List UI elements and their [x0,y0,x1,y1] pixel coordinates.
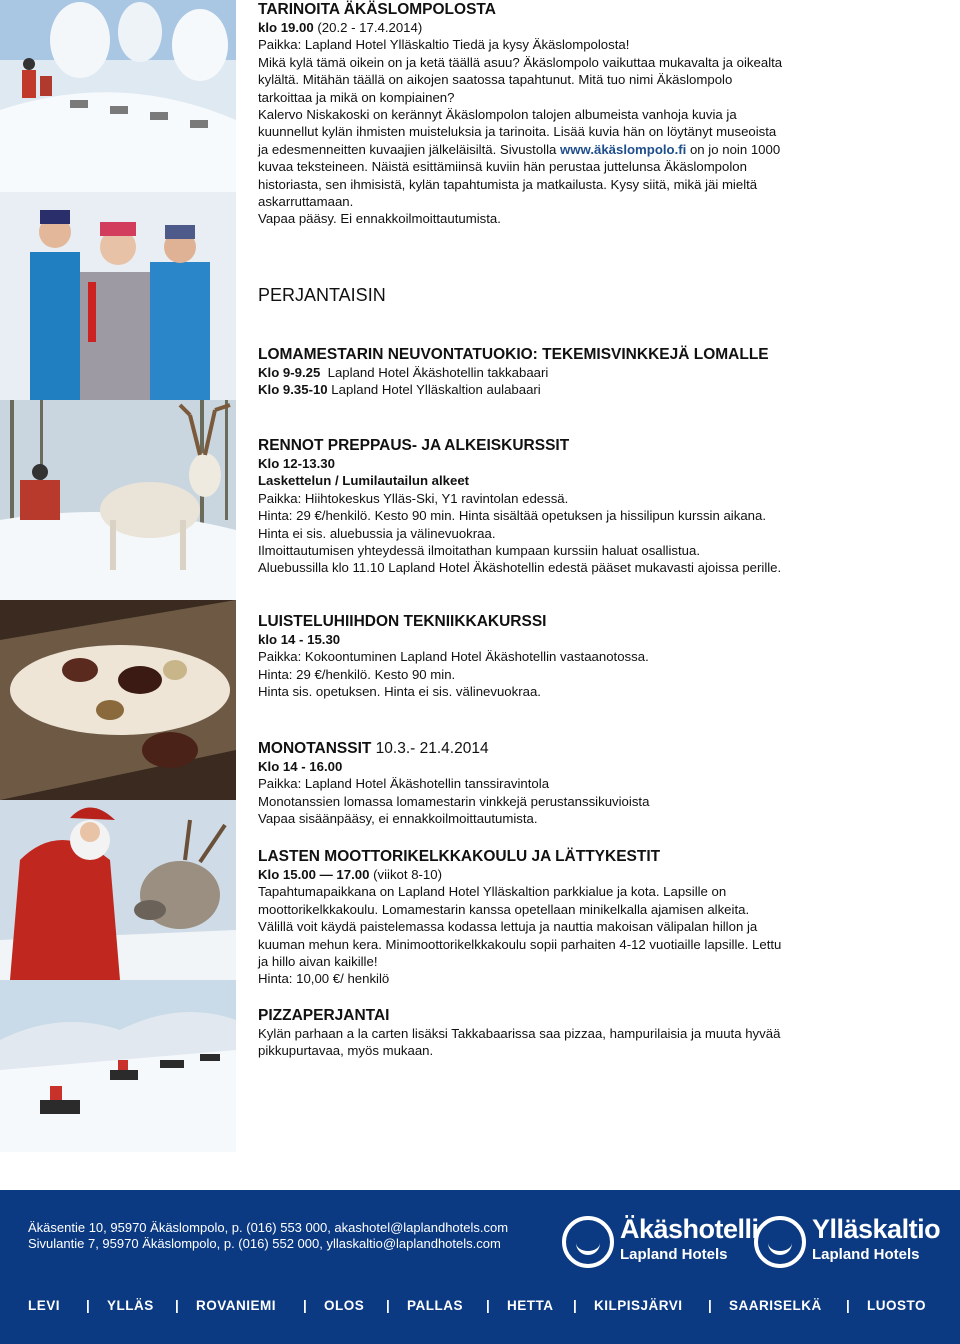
text-line: historiasta, sen ihmisistä, kylän tapahtumista ja matkailusta. Kysy siitä, mikä jäi mieltä [258,176,758,192]
text-line: Vapaa pääsy. Ei ennakkoilmoittautumista. [258,211,501,227]
logo-name: Ylläskaltio [812,1214,941,1244]
text-line: kuvaa teksteineen. Näistä esittämiinsä kuviin hän perustaa juttelunsa Äkäslompolon [258,159,747,175]
nav-item-levi[interactable]: LEVI [28,1298,61,1313]
nav-separator: | [386,1298,391,1313]
address-akashotelli: Äkäsentie 10, 95970 Äkäslompolo, p. (016) 553 000, akashotel@laplandhotels.com [28,1220,509,1235]
text-line: Mikä kylä tämä oikein on ja ketä täällä asuu? Äkäslompolo vaikuttaa mukavalta ja oikealta [258,54,783,70]
nav-item-olos[interactable]: OLOS [324,1298,365,1313]
text-line: Paikka: Kokoontuminen Lapland Hotel Äkäshotellin vastaanotossa. [258,649,649,665]
time-bold: Klo 9-9.25 [258,365,321,380]
text-line: Paikka: Lapland Hotel Äkäshotellin tanssiravintola [258,776,550,792]
dog-sled-snow-photo [0,0,236,192]
section-title [258,739,858,758]
time-bold: Klo 15.00 — 17.00 [258,867,370,882]
footer [0,1190,960,1344]
section-title: LASTEN MOOTTORIKELKKAKOULU JA LÄTTYKESTIT [258,848,661,865]
section-perjantaisin [258,284,858,306]
nav-separator: | [303,1298,308,1313]
section-monotanssit [258,739,858,828]
text-line: Hinta: 29 €/henkilö. Kesto 90 min. [258,666,456,682]
nav-separator: | [486,1298,491,1313]
section-time [258,866,858,883]
time-dates: (20.2 - 17.4.2014) [313,20,423,35]
nav-separator: | [86,1298,91,1313]
nav-item-kilpisjarvi[interactable]: KILPISJÄRVI [594,1298,683,1313]
nav-separator: | [708,1298,713,1313]
section-title: PIZZAPERJANTAI [258,1007,390,1024]
title-dates: 10.3.- 21.4.2014 [371,740,489,757]
text-line: Paikka: Hiihtokeskus Ylläs-Ski, Y1 ravintolan edessä. [258,490,569,506]
section-title: LOMAMESTARIN NEUVONTATUOKIO: TEKEMISVINKKEJÄ LOMALLE [258,346,769,363]
time-bold: klo 19.00 [258,20,314,35]
text-line: Hinta: 10,00 €/ henkilö [258,971,390,987]
schedule-row [258,364,858,381]
text-line: Tapahtumapaikkana on Lapland Hotel Ylläskaltion parkkialue ja kota. Lapsille on [258,884,727,900]
website-link[interactable]: www.äkäslompolo.fi [560,141,687,157]
nav-separator: | [846,1298,851,1313]
nav-item-rovaniemi[interactable]: ROVANIEMI [196,1298,277,1313]
snowmobiles-photo [0,980,236,1152]
text-line: tarkoittaa ja mikä on kompiainen? [258,89,455,105]
place-text: Lapland Hotel Ylläskaltion aulabaari [327,382,541,398]
place-text: Lapland Hotel Äkäshotellin takkabaari [320,365,549,380]
lapland-hotels-logo-icon [754,1216,806,1268]
logo-name: Äkäshotelli [620,1214,759,1244]
text-line: Hinta ei sis. aluebussia ja välinevuokraa. [258,525,496,541]
destinations-nav [0,1296,960,1318]
nav-item-hetta[interactable]: HETTA [507,1298,554,1313]
footer-addresses [28,1220,508,1252]
section-time: Klo 12-13.30 [258,456,335,471]
schedule-row [258,381,858,398]
text-line-with-link [258,141,858,158]
text-after-link: on jo noin 1000 [686,141,781,157]
nav-item-saariselka[interactable]: SAARISELKÄ [729,1298,822,1313]
text-line: askarruttamaan. [258,194,354,210]
text-line: moottorikelkkakoulu. Lomamestarin kanssa opetellaan minikelkalla ajamisen alkeita. [258,901,750,917]
section-subtitle: Laskettelun / Lumilautailun alkeet [258,473,470,489]
text-line: kuunnellut kylän ihmisten muisteluksia ja tarinoita. Lisää kuvia hän on löytänyt museoista [258,124,777,140]
logo-sub: Lapland Hotels [812,1246,920,1263]
text-before-link: ja edesmenneitten kuvaajien jälkeläisiltä. Sivustolla [258,141,561,157]
text-line: pikkupurtavaa, myös mukaan. [258,1043,434,1059]
nav-item-yllas[interactable]: YLLÄS [107,1298,154,1313]
text-line: ja hillo aivan kaikille! [258,954,378,970]
section-title: TARINOITA ÄKÄSLOMPOLOSTA [258,1,496,18]
title-text: MONOTANSSIT [258,740,372,757]
section-title: LUISTELUHIIHDON TEKNIIKKAKURSSI [258,613,547,630]
address-yllaskaltio: Sivulantie 7, 95970 Äkäslompolo, p. (016) 552 000, yllaskaltio@laplandhotels.com [28,1236,501,1251]
lapland-hotels-logo-icon [562,1216,614,1268]
text-line: Paikka: Lapland Hotel Ylläskaltio Tiedä ja kysy Äkäslompolosta! [258,37,630,53]
time-weeks: (viikot 8-10) [369,867,442,882]
hikers-winter-photo [0,192,236,400]
reindeer-sleigh-photo [0,400,236,600]
section-time [258,19,858,36]
nav-item-luosto[interactable]: LUOSTO [867,1298,927,1313]
text-line: kylältä. Mitähän täällä on aikojen saatossa tapahtunut. Mitä tuo nimi Äkäslompolo [258,72,733,88]
text-line: Kylän parhaan a la carten lisäksi Takkabaarissa saa pizzaa, hampurilaisia ja muuta hyvää [258,1026,781,1041]
section-lomamestari [258,345,858,399]
section-moottorikelkkakoulu [258,847,858,988]
food-plate-photo [0,600,236,800]
section-tarinoita [258,0,858,228]
day-heading: PERJANTAISIN [258,285,386,305]
santa-reindeer-photo [0,800,236,980]
nav-separator: | [175,1298,180,1313]
section-pizzaperjantai [258,1006,858,1060]
text-line: Ilmoittautumisen yhteydessä ilmoitathan kumpaan kurssiin haluat osallistua. [258,543,701,559]
section-preppaus [258,436,858,577]
text-line: Monotanssien lomassa lomamestarin vinkkejä perustanssikuvioista [258,793,650,809]
nav-separator: | [573,1298,578,1313]
section-luisteluhiihto [258,612,858,701]
nav-item-pallas[interactable]: PALLAS [407,1298,463,1313]
text-line: kuuman mehun kera. Minimoottorikelkkakoulu sopii parhaiten 4-12 vuotiaille lapsille. Lettu [258,936,782,952]
section-title: RENNOT PREPPAUS- JA ALKEISKURSSIT [258,437,570,454]
section-time: Klo 14 - 16.00 [258,759,343,774]
section-time: klo 14 - 15.30 [258,632,341,647]
logo-sub: Lapland Hotels [620,1246,728,1263]
text-line: Vapaa sisäänpääsy, ei ennakkoilmoittautumista. [258,811,538,827]
text-line: Hinta: 29 €/henkilö. Kesto 90 min. Hinta sisältää opetuksen ja hissilipun kurssin aikana. [258,508,767,524]
text-line: Aluebussilla klo 11.10 Lapland Hotel Äkäshotellin edestä pääset mukavasti ajoissa perille. [258,560,782,576]
time-bold: Klo 9.35-10 [258,382,328,398]
text-line: Kalervo Niskakoski on kerännyt Äkäslompolon talojen albumeista vanhoja kuvia ja [258,107,737,123]
text-line: Välillä voit käydä paistelemassa kodassa lettuja ja nauttia makoisan välipalan hillon ja [258,919,758,935]
text-line: Hinta sis. opetuksen. Hinta ei sis. välinevuokraa. [258,684,541,700]
